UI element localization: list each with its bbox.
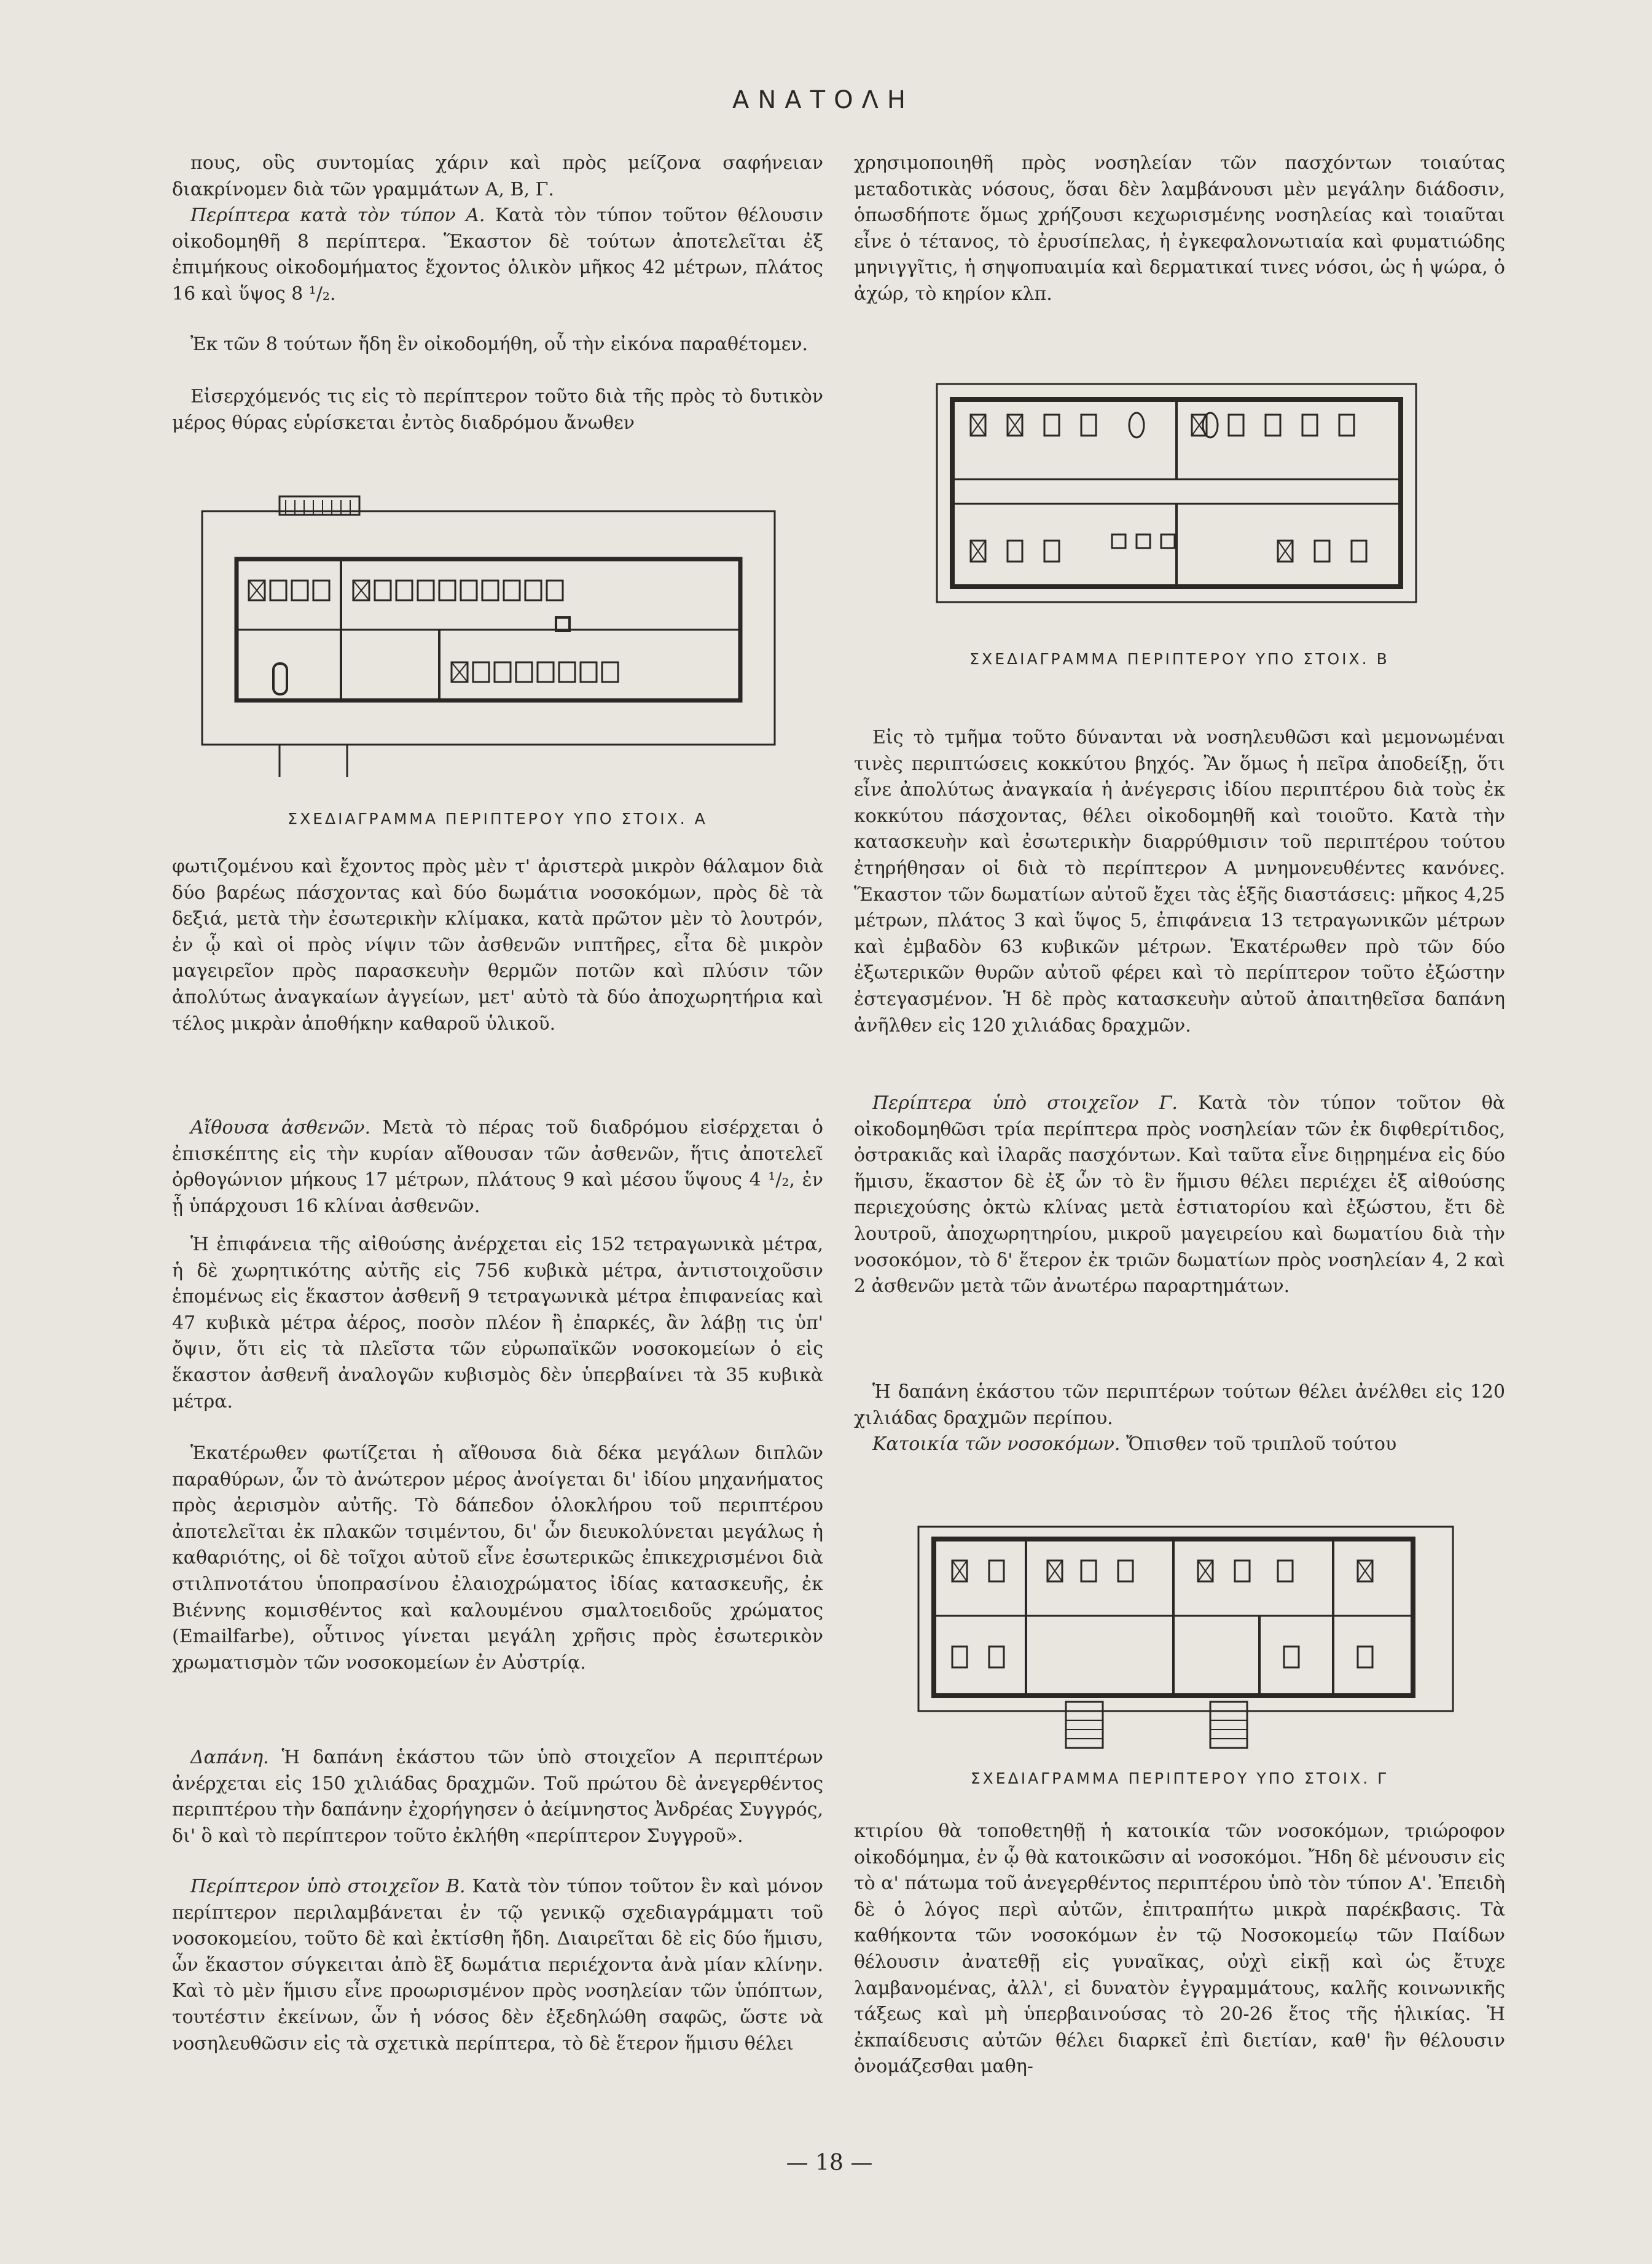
page-number: — 18 — xyxy=(786,2150,873,2176)
paragraph xyxy=(854,1091,1505,1300)
paragraph-text: Κατὰ τὸν τύπον τοῦτον θὰ οἰκοδομηθῶσι τρία περίπτερα πρὸς νοσηλείαν τῶν ἐκ διφθερίτιδος, ὀστρακιᾶς καὶ ἰλαρᾶς πασχόντων. Καὶ ταῦτα εἶνε διῃρημένα εἰς δύο ἥμισυ, ἕκαστον δὲ ἐξ ὧν τὸ ἓν ἥμισυ θέλει περιέχει ἐξ αἰθούσης περιεχούσης ὀκτὼ κλίνας μετὰ ἑστιατορίου καὶ ἐξώστου, ἔτι δὲ λουτροῦ, ἀποχωρητηρίου, μικροῦ μαγειρείου καὶ δωματίου διὰ τὴν νοσοκόμον, τὸ δ' ἕτερον ἐκ τριῶν δωματίων πρὸς νοσηλείαν 4, 2 καὶ 2 ἀσθενῶν μετὰ τῶν ἀνωτέρω παραρτημάτων. xyxy=(854,1092,1505,1298)
paragraph-text: Ἡ δαπάνη ἑκάστου τῶν ὑπὸ στοιχεῖον Α περιπτέρων ἀνέρχεται εἰς 150 χιλιάδας δραχμῶν. Τοῦ πρώτου δὲ ἀνεγερθέντος περιπτέρου τὴν δαπάνην ἐχορήγησεν ὁ ἀείμνηστος Ἀνδρέας Συγγρός, δι' ὃ καὶ τὸ περίπτερον τοῦτο ἐκλήθη «περίπτερον Συγγροῦ». xyxy=(172,1747,823,1847)
paragraph-text: Κατὰ τὸν τύπον τοῦτον θέλουσιν οἰκοδομηθῆ 8 περίπτερα. Ἕκαστον δὲ τούτων ἀποτελεῖται ἐξ ἐπιμήκους οἰκοδομήματος ἔχοντος ὁλικὸν μῆκος 42 μέτρων, πλάτος 16 καὶ ὕψος 8 ¹/₂. xyxy=(172,205,823,305)
floor-plan-b xyxy=(934,381,1419,605)
figure-caption: ΣΧΕΔΙΑΓΡΑΜΜΑ ΠΕΡΙΠΤΕΡΟΥ ΥΠΟ ΣΤΟΙΧ. Β xyxy=(969,650,1390,668)
section-heading: Περίπτερα κατὰ τὸν τύπον Α. xyxy=(190,205,485,226)
paragraph-text: Κατὰ τὸν τύπον τοῦτον ἓν καὶ μόνον περίπτερον περιλαμβάνεται ἐν τῷ γενικῷ σχεδιαγράμματι τοῦ νοσοκομείου, τοῦτο δὲ καὶ ἐκτίσθη ἤδη. Διαιρεῖται δὲ εἰς δύο ἥμισυ, ὧν ἕκαστον σύγκειται ἀπὸ ἓξ δωμάτια περιέχοντα ἀνὰ μίαν κλίνην. Καὶ τὸ μὲν ἥμισυ εἶνε προωρισμένον πρὸς νοσηλείαν τῶν ὑπόπτων, τουτέστιν ἐκείνων, ὧν ἡ νόσος δὲν ἐξεδηλώθη σαφῶς, ὥστε νὰ νοσηλευθῶσιν εἰς τὰ σχετικὰ περίπτερα, τὸ δὲ ἕτερον ἥμισυ θέλει xyxy=(172,1876,823,2054)
paragraph xyxy=(854,1432,1505,1458)
section-heading: Περίπτερα ὑπὸ στοιχεῖον Γ. xyxy=(872,1092,1178,1114)
page-header: ΑΝΑΤΟΛΗ xyxy=(732,86,914,114)
paragraph: κτιρίου θὰ τοποθετηθῇ ἡ κατοικία τῶν νοσοκόμων, τριώροφον οἰκοδόμημα, ἐν ᾧ θὰ κατοικῶσιν αἱ νοσοκόμοι. Ἤδη δὲ μένουσιν εἰς τὸ α' πάτωμα τοῦ ἀνεγερθέντος περιπτέρου ὑπὸ τὸν τύπον Α'. Ἐπειδὴ δὲ ὁ λόγος περὶ αὐτῶν, ἐπιτραπήτω μικρὰ παρέκβασις. Τὰ καθήκοντα τῶν νοσοκόμων ἐν τῷ Νοσοκομείῳ τῶν Παίδων θέλουσιν ἀνατεθῇ εἰς γυναῖκας, οὐχὶ εἰκῇ καὶ ὡς ἔτυχε λαμβανομένας, ἀλλ', εἰ δυνατὸν ἐγγραμμάτους, καλῆς κοινωνικῆς τάξεως καὶ μὴ ὑπερβαινούσας τὸ 20-26 ἔτος τῆς ἡλικίας. Ἡ ἐκπαίδευσις αὐτῶν θέλει διαρκεῖ ἐπὶ διετίαν, καθ' ἣν θέλουσιν ὀνομάζεσθαι μαθη- xyxy=(854,1820,1505,2078)
floor-plan-c xyxy=(915,1524,1456,1751)
floor-plan-a xyxy=(200,492,777,777)
paragraph xyxy=(172,1745,823,1849)
paragraph: Εἰσερχόμενός τις εἰς τὸ περίπτερον τοῦτο διὰ τῆς πρὸς τὸ δυτικὸν μέρος θύρας εὑρίσκεται ἐντὸς διαδρόμου ἄνωθεν xyxy=(172,386,823,434)
paragraph: φωτιζομένου καὶ ἔχοντος πρὸς μὲν τ' ἀριστερὰ μικρὸν θάλαμον διὰ δύο βαρέως πάσχοντας καὶ δύο δωμάτια νοσοκόμων, πρὸς δὲ τὰ δεξιά, μετὰ τὴν ἐσωτερικὴν κλίμακα, κατὰ πρῶτον μὲν τὸ λουτρόν, ἐν ᾧ καὶ οἱ πρὸς νίψιν τῶν ἀσθενῶν νιπτῆρες, εἶτα δὲ μικρὸν μαγειρεῖον πρὸς παρασκευὴν θερμῶν ποτῶν καὶ πλύσιν τῶν ἀπολύτως ἀναγκαίων ἀγγείων, μετ' αὐτὸ τὰ δύο ἀποχωρητήρια καὶ τέλος μικρὰν ἀποθήκην καθαροῦ ὑλικοῦ. xyxy=(172,856,823,1035)
paragraph xyxy=(172,203,823,307)
paragraph: Ἐκ τῶν 8 τούτων ἤδη ἓν οἰκοδομήθη, οὗ τὴν εἰκόνα παραθέτομεν. xyxy=(190,334,808,355)
paragraph: Ἑκατέρωθεν φωτίζεται ἡ αἴθουσα διὰ δέκα μεγάλων διπλῶν παραθύρων, ὧν τὸ ἀνώτερον μέρος ἀνοίγεται δι' ἰδίου μηχανήματος πρὸς ἀερισμὸν αὐτῆς. Τὸ δάπεδον ὁλοκλήρου τοῦ περιπτέρου ἀποτελεῖται ἐκ πλακῶν τσιμέντου, δι' ὧν διευκολύνεται μεγάλως ἡ καθαριότης, οἱ δὲ τοῖχοι αὐτοῦ εἶνε ἐσωτερικῶς ἐπικεχρισμένοι διὰ στιλπνοτάτου ὑποπρασίνου ἐλαιοχρώματος ἰδίας κατασκευῆς, ἐκ Βιέννης κομισθέντος καὶ καλουμένου σμαλτοειδοῦς χρώματος (Emailfarbe), οὗτινος γίνεται μεγάλη χρῆσις πρὸς ἐσωτερικὸν χρωματισμὸν τῶν νοσοκομείων ἐν Αὐστρίᾳ. xyxy=(172,1443,823,1674)
paragraph: Ἡ ἐπιφάνεια τῆς αἰθούσης ἀνέρχεται εἰς 152 τετραγωνικὰ μέτρα, ἡ δὲ χωρητικότης αὐτῆς εἰς 756 κυβικὰ μέτρα, ἀντιστοιχοῦσιν ἑπομένως εἰς ἕκαστον ἀσθενῆ 9 τετραγωνικὰ μέτρα ἐπιφανείας καὶ 47 κυβικὰ μέτρα ἀέρος, ποσὸν πλέον ἢ ἐπαρκές, ἂν λάβῃ τις ὑπ' ὄψιν, ὅτι εἰς τὰ πλεῖστα τῶν εὐρωπαϊκῶν νοσοκομείων ὁ εἰς ἕκαστον ἀσθενῆ ἀναλογῶν κυβισμὸς δὲν ὑπερβαίνει τὰ 35 κυβικὰ μέτρα. xyxy=(172,1234,823,1412)
paragraph: χρησιμοποιηθῆ πρὸς νοσηλείαν τῶν πασχόντων τοιαύτας μεταδοτικὰς νόσους, ὅσαι δὲν λαμβάνουσι μὲν μεγάλην διάδοσιν, ὁπωσδήποτε ὅμως χρήζουσι κεχωρισμένης νοσηλείας καὶ τοιαῦται εἶνε ὁ τέτανος, τὸ ἐρυσίπελας, ἡ ἐγκεφαλονωτιαία καὶ φυματιώδης μηνιγγῖτις, ἡ σηψοπυαιμία καὶ δερματικαί τινες νόσοι, ὡς ἡ ψώρα, ὁ ἀχώρ, τὸ κηρίον κλπ. xyxy=(854,152,1505,305)
paragraph-text: Ὄπισθεν τοῦ τριπλοῦ τούτου xyxy=(1120,1433,1397,1455)
section-heading: Δαπάνη. xyxy=(190,1747,269,1768)
figure-caption: ΣΧΕΔΙΑΓΡΑΜΜΑ ΠΕΡΙΠΤΕΡΟΥ ΥΠΟ ΣΤΟΙΧ. Γ xyxy=(970,1769,1389,1787)
paragraph-text: Μετὰ τὸ πέρας τοῦ διαδρόμου εἰσέρχεται ὁ ἐπισκέπτης εἰς τὴν κυρίαν αἴθουσαν τῶν ἀσθενῶν, ἥτις ἀποτελεῖ ὀρθογώνιον μήκους 17 μέτρων, πλάτους 9 καὶ μέσου ὕψους 4 ¹/₂, ἐν ᾗ ὑπάρχουσι 16 κλίναι ἀσθενῶν. xyxy=(172,1117,823,1217)
section-heading: Περίπτερον ὑπὸ στοιχεῖον Β. xyxy=(190,1876,466,1897)
section-heading: Αἴθουσα ἀσθενῶν. xyxy=(190,1117,371,1138)
section-heading: Κατοικία τῶν νοσοκόμων. xyxy=(872,1433,1121,1455)
paragraph xyxy=(172,1874,823,2057)
paragraph: Ἡ δαπάνη ἑκάστου τῶν περιπτέρων τούτων θέλει ἀνέλθει εἰς 120 χιλιάδας δραχμῶν περίπου. xyxy=(854,1381,1505,1429)
figure-caption: ΣΧΕΔΙΑΓΡΑΜΜΑ ΠΕΡΙΠΤΕΡΟΥ ΥΠΟ ΣΤΟΙΧ. Α xyxy=(288,810,708,828)
paragraph: πους, οὓς συντομίας χάριν καὶ πρὸς μείζονα σαφήνειαν διακρίνομεν διὰ τῶν γραμμάτων Α, Β, Γ. xyxy=(172,152,823,200)
paragraph xyxy=(172,1115,823,1220)
paragraph: Εἰς τὸ τμῆμα τοῦτο δύνανται νὰ νοσηλευθῶσι καὶ μεμονωμέναι τινὲς περιπτώσεις κοκκύτου βηχός. Ἂν ὅμως ἡ πεῖρα ἀποδείξῃ, ὅτι εἶνε ἀπολύτως ἀναγκαία ἡ ἀνέγερσις ἰδίου περιπτέρου διὰ τοὺς ἐκ κοκκύτου πάσχοντας, θέλει οἰκοδομηθῆ καὶ τοιοῦτο. Κατὰ τὴν κατασκευὴν καὶ ἐσωτερικὴν διαρρύθμισιν τοῦ περιπτέρου τούτου ἐτηρήθησαν οἱ διὰ τὸ περίπτερον Α μνημονευθέντες κανόνες. Ἕκαστον τῶν δωματίων αὐτοῦ ἔχει τὰς ἑξῆς διαστάσεις: μῆκος 4,25 μέτρων, πλάτος 3 καὶ ὕψος 5, ἐπιφάνεια 13 τετραγωνικῶν μέτρων καὶ ἐμβαδὸν 63 κυβικῶν μέτρων. Ἑκατέρωθεν πρὸ τῶν δύο ἐξωτερικῶν θυρῶν αὐτοῦ φέρει καὶ τὸ περίπτερον τοῦτο ἐξώστην ἐστεγασμένον. Ἡ δὲ πρὸς κατασκευὴν αὐτοῦ ἀπαιτηθεῖσα δαπάνη ἀνῆλθεν εἰς 120 χιλιάδας δραχμῶν. xyxy=(854,727,1505,1036)
